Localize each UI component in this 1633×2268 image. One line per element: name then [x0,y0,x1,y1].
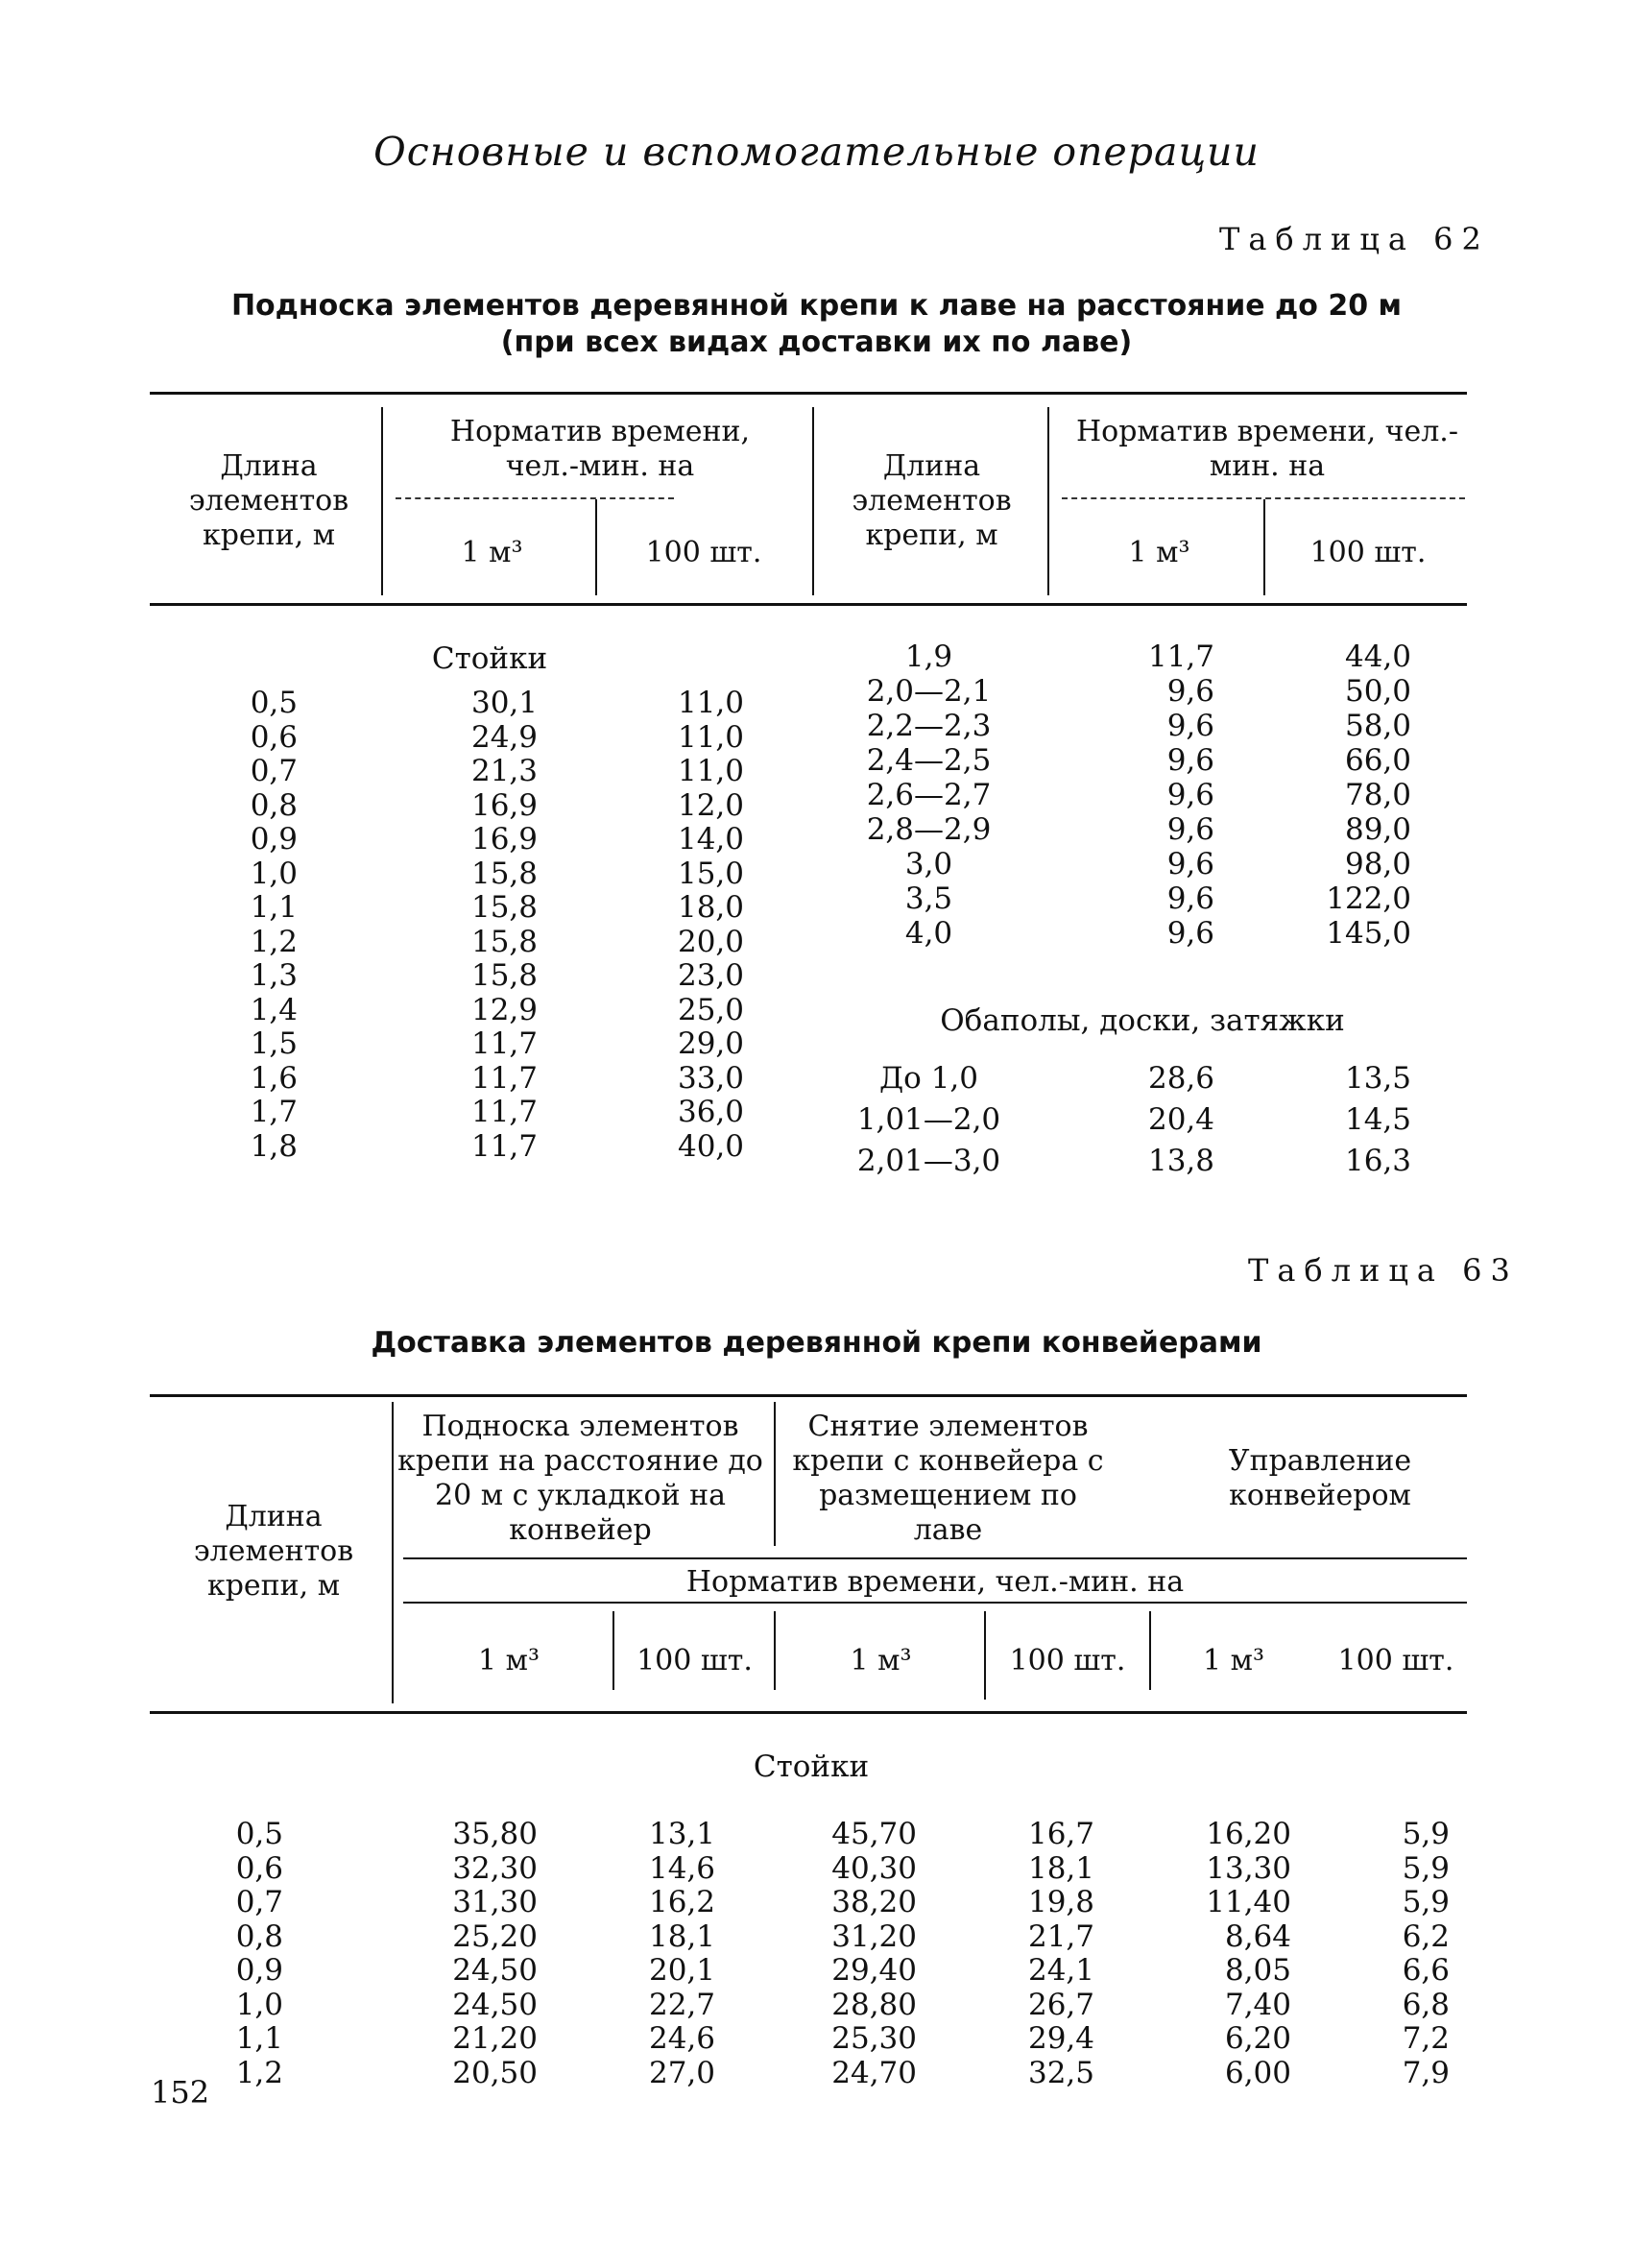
table-63-divider [774,1611,776,1690]
table-cell: 7,40 [1224,1987,1291,2022]
table-cell: 16,2 [648,1885,715,1919]
table-cell: 18,0 [677,890,744,925]
t62-header-norm-right: Норматив времени, чел.-мин. на [1076,415,1458,483]
table-cell: 1,2 [235,2055,283,2090]
table-cell: 11,0 [677,686,744,720]
table-cell: 38,20 [831,1885,917,1919]
table-cell: 2,01—3,0 [856,1144,1001,1178]
table-63-subrule [403,1557,1467,1559]
table-cell: 20,1 [648,1953,715,1988]
table-cell: 40,0 [677,1128,744,1164]
table-cell: 24,6 [648,2021,715,2056]
t63-header-group3: Управление конвейером [1228,1444,1412,1512]
table-cell: 28,80 [831,1987,917,2022]
t63-header-group1: Подноска элементов крепи на расстояние до 20 м с укладкой на конвейер [397,1410,763,1547]
table-cell: 21,20 [452,2021,538,2056]
table-cell: 26,7 [1027,1987,1094,2022]
table-62-divider [595,499,597,595]
table-cell: 145,0 [1326,916,1411,951]
table-cell: 15,0 [677,856,744,891]
table-cell: 32,30 [452,1850,538,1886]
table-cell: 31,20 [831,1918,917,1954]
table-cell: 20,0 [677,924,744,959]
table-cell: 6,2 [1402,1918,1450,1954]
table-cell: 0,7 [235,1885,283,1919]
table-cell: 1,7 [250,1095,298,1129]
table-cell: 15,8 [470,856,538,891]
table-cell: 11,7 [470,1095,538,1129]
table-cell: 1,1 [235,2021,283,2056]
table-62-title-line1: Подноска элементов деревянной крепи к лаве на расстояние до 20 м [230,289,1403,323]
table-cell: 24,50 [452,1953,538,1988]
table-62-divider [812,407,814,595]
table-cell: 2,8—2,9 [866,812,992,847]
table-cell: 24,50 [452,1987,538,2022]
table-cell: 2,2—2,3 [866,709,992,743]
table-cell: 78,0 [1344,778,1411,812]
table-cell: 98,0 [1344,847,1411,881]
table-cell: 13,30 [1206,1850,1291,1886]
page-number: 152 [151,2074,210,2111]
table-cell: 1,3 [250,958,298,993]
table-cell: 24,9 [470,719,538,755]
t63-header-100-1: 100 шт. [636,1644,753,1677]
table-cell: 20,4 [1147,1102,1214,1137]
table-cell: 29,40 [831,1953,917,1988]
t63-header-norm: Норматив времени, чел.-мин. на [685,1565,1185,1599]
table-cell: 11,0 [677,719,744,755]
table-63-label: Таблица 63 [1248,1252,1519,1289]
table-cell: 44,0 [1344,639,1411,674]
table-cell: 0,6 [250,719,298,755]
table-cell: 11,0 [677,754,744,788]
t62-header-norm-left: Норматив времени, чел.-мин. на [449,415,751,483]
t62-header-m3-left: 1 м³ [461,536,523,569]
t62-section-obapoly: Обаполы, доски, затяжки [940,1003,1345,1038]
table-cell: 2,0—2,1 [866,674,992,709]
table-cell: До 1,0 [878,1061,979,1096]
table-cell: 29,4 [1027,2021,1094,2056]
t62-header-100-right: 100 шт. [1309,536,1427,569]
table-cell: 6,00 [1224,2055,1291,2090]
table-cell: 0,5 [235,1817,283,1851]
table-63-divider [392,1402,394,1703]
table-63-divider [984,1611,986,1700]
table-cell: 20,50 [452,2055,538,2090]
table-cell: 18,1 [1027,1850,1094,1886]
t63-header-m3-3: 1 м³ [1203,1644,1264,1677]
table-cell: 18,1 [648,1918,715,1954]
table-cell: 1,6 [250,1060,298,1096]
table-cell: 45,70 [831,1817,917,1851]
table-62-divider [381,407,383,595]
t63-header-length: Длина элементов крепи, м [193,1500,354,1603]
table-cell: 89,0 [1344,812,1411,847]
running-head: Основные и вспомогательные операции [373,129,1260,175]
table-cell: 2,4—2,5 [866,743,992,778]
table-63-title: Доставка элементов деревянной крепи конвейерами [371,1326,1262,1360]
table-cell: 19,8 [1027,1885,1094,1919]
table-cell: 7,9 [1402,2055,1450,2090]
table-cell: 9,6 [1166,881,1214,916]
table-cell: 36,0 [677,1095,744,1129]
table-cell: 13,5 [1344,1061,1411,1096]
t63-header-group2: Снятие элементов крепи с конвейера с размещением по лаве [792,1410,1104,1547]
table-cell: 9,6 [1166,847,1214,881]
table-cell: 11,7 [1147,639,1214,674]
table-62-label: Таблица 62 [1219,221,1490,257]
table-cell: 9,6 [1166,778,1214,812]
table-cell: 7,2 [1402,2021,1450,2056]
table-cell: 16,3 [1344,1144,1411,1178]
table-63-top-rule [150,1394,1467,1397]
table-62-divider [1263,499,1265,595]
table-cell: 1,0 [250,856,298,891]
table-cell: 12,9 [470,992,538,1027]
table-cell: 9,6 [1166,743,1214,778]
table-cell: 28,6 [1147,1061,1214,1096]
table-cell: 1,8 [250,1128,298,1164]
table-cell: 1,5 [250,1026,298,1061]
t62-section-stoiki: Стойки [431,641,548,676]
t62-header-m3-right: 1 м³ [1128,536,1190,569]
table-cell: 0,7 [250,754,298,788]
table-cell: 0,9 [235,1953,283,1988]
table-cell: 15,8 [470,890,538,925]
table-cell: 6,20 [1224,2021,1291,2056]
table-cell: 13,8 [1147,1144,1214,1178]
table-62-divider [1047,407,1049,595]
table-cell: 8,64 [1224,1918,1291,1954]
table-cell: 16,20 [1206,1817,1291,1851]
table-cell: 1,1 [250,890,298,925]
table-cell: 3,0 [904,847,953,881]
t63-header-100-2: 100 шт. [1009,1644,1126,1677]
table-62-subrule [396,497,674,499]
table-63-divider [774,1402,776,1546]
t63-header-m3-1: 1 м³ [478,1644,540,1677]
t62-header-length-left: Длина элементов крепи, м [188,449,349,552]
table-cell: 15,8 [470,924,538,959]
table-63-subrule [403,1602,1467,1604]
table-cell: 66,0 [1344,743,1411,778]
table-cell: 1,0 [235,1987,283,2022]
table-cell: 4,0 [904,916,953,951]
table-cell: 5,9 [1402,1817,1450,1851]
table-cell: 1,4 [250,992,298,1027]
table-cell: 30,1 [470,686,538,720]
table-62-subrule [1062,497,1465,499]
table-63-header-rule [150,1711,1467,1714]
table-cell: 22,7 [648,1987,715,2022]
table-cell: 122,0 [1326,881,1411,916]
table-cell: 25,20 [452,1918,538,1954]
table-cell: 5,9 [1402,1885,1450,1919]
t62-header-100-left: 100 шт. [645,536,762,569]
table-cell: 23,0 [677,958,744,993]
table-cell: 0,9 [250,822,298,857]
table-cell: 1,2 [250,924,298,959]
table-cell: 35,80 [452,1817,538,1851]
table-cell: 13,1 [648,1817,715,1851]
table-cell: 58,0 [1344,709,1411,743]
table-cell: 29,0 [677,1026,744,1061]
table-cell: 40,30 [831,1850,917,1886]
t63-header-m3-2: 1 м³ [850,1644,912,1677]
table-cell: 32,5 [1027,2055,1094,2090]
table-cell: 16,9 [470,822,538,857]
table-cell: 14,0 [677,822,744,857]
table-cell: 1,01—2,0 [856,1102,1001,1137]
table-cell: 11,7 [470,1060,538,1096]
table-cell: 6,8 [1402,1987,1450,2022]
table-cell: 5,9 [1402,1850,1450,1886]
table-cell: 9,6 [1166,812,1214,847]
table-63-divider [612,1611,614,1690]
table-cell: 9,6 [1166,916,1214,951]
table-63-divider [1149,1611,1151,1690]
table-cell: 0,5 [250,686,298,720]
table-62-header-rule [150,603,1467,606]
table-cell: 50,0 [1344,674,1411,709]
table-cell: 21,3 [470,754,538,788]
table-cell: 11,7 [470,1128,538,1164]
table-cell: 3,5 [904,881,953,916]
table-cell: 15,8 [470,958,538,993]
t63-section-stoiki: Стойки [753,1749,870,1784]
table-cell: 14,6 [648,1850,715,1886]
table-cell: 25,0 [677,992,744,1027]
table-cell: 12,0 [677,787,744,823]
table-cell: 0,6 [235,1850,283,1886]
t63-header-100-3: 100 шт. [1337,1644,1454,1677]
table-cell: 9,6 [1166,709,1214,743]
table-cell: 27,0 [648,2055,715,2090]
table-cell: 6,6 [1402,1953,1450,1988]
table-cell: 24,1 [1027,1953,1094,1988]
table-cell: 16,7 [1027,1817,1094,1851]
table-cell: 9,6 [1166,674,1214,709]
table-62-top-rule [150,392,1467,395]
table-cell: 2,6—2,7 [866,778,992,812]
table-cell: 1,9 [904,639,953,674]
table-cell: 16,9 [470,787,538,823]
table-cell: 33,0 [677,1060,744,1096]
table-cell: 11,40 [1206,1885,1291,1919]
table-cell: 0,8 [235,1918,283,1954]
table-cell: 25,30 [831,2021,917,2056]
table-62-title-line2: (при всех видах доставки их по лаве) [500,326,1133,359]
table-cell: 14,5 [1344,1102,1411,1137]
table-cell: 11,7 [470,1026,538,1061]
table-cell: 31,30 [452,1885,538,1919]
table-cell: 24,70 [831,2055,917,2090]
table-cell: 0,8 [250,787,298,823]
t62-header-length-right: Длина элементов крепи, м [852,449,1012,552]
table-cell: 8,05 [1224,1953,1291,1988]
table-cell: 21,7 [1027,1918,1094,1954]
